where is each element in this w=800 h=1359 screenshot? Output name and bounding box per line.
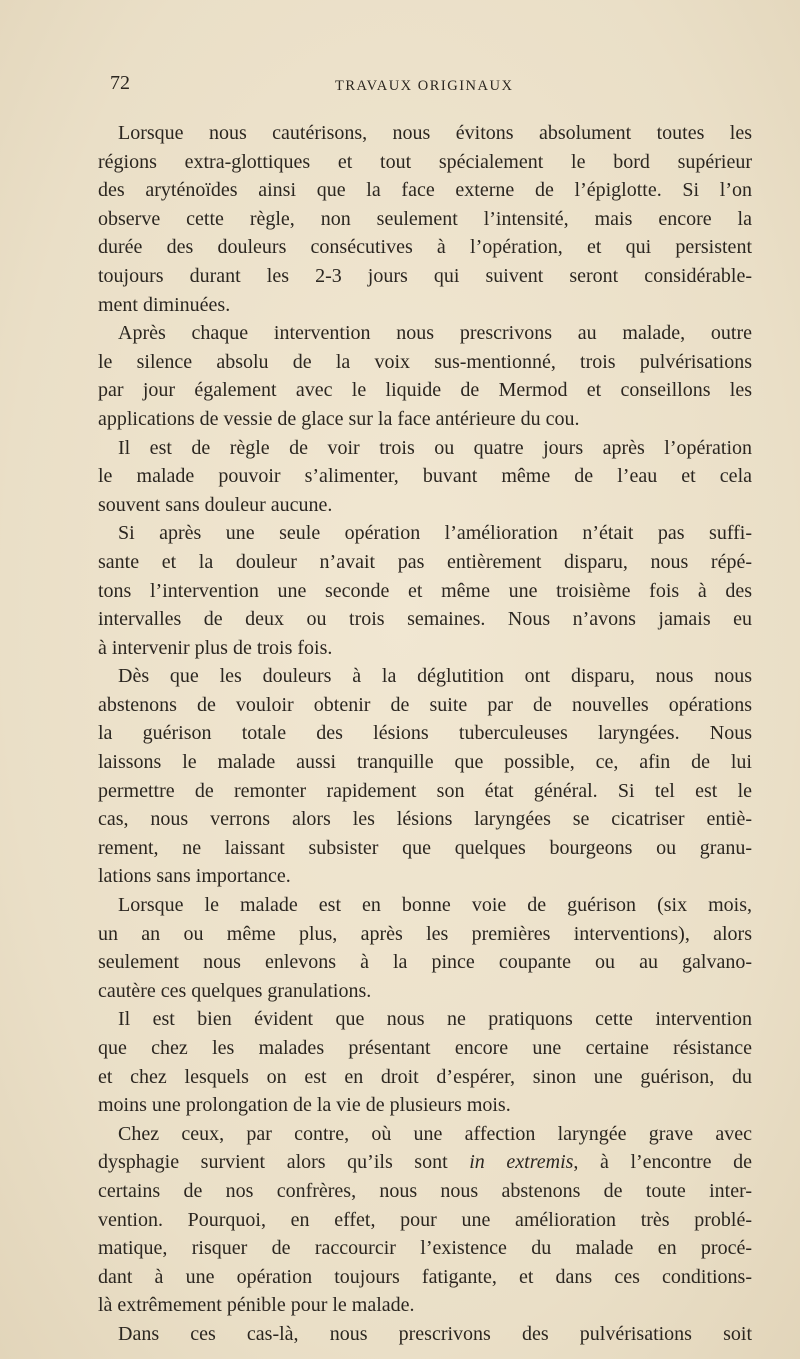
- text-line: applications de vessie de glace sur la face antérieure du cou.: [98, 407, 580, 430]
- text-line: seulement nous enlevons à la pince coupante ou au galvano-: [98, 951, 752, 974]
- text-line: cautère ces quelques granulations.: [98, 979, 372, 1002]
- text-line: rement, ne laissant subsister que quelques bourgeons ou granu-: [98, 836, 752, 859]
- text-line: laissons le malade aussi tranquille que possible, ce, afin de lui: [98, 751, 752, 774]
- text-segment: , à l’encontre de: [573, 1151, 752, 1174]
- body-text: [98, 119, 752, 1349]
- text-line: Dans ces cas-là, nous prescrivons des pulvérisations soit: [118, 1322, 752, 1345]
- text-line: dant à une opération toujours fatigante, et dans ces conditions-: [98, 1265, 752, 1288]
- italic-phrase: in extremis: [469, 1151, 574, 1174]
- text-line: sante et la douleur n’avait pas entièrement disparu, nous répé-: [98, 550, 752, 573]
- text-line: cas, nous verrons alors les lésions laryngées se cicatriser entiè-: [98, 808, 752, 831]
- text-line: Si après une seule opération l’amélioration n’était pas suffi-: [118, 522, 752, 545]
- text-line: lations sans importance.: [98, 865, 291, 888]
- text-line: que chez les malades présentant encore une certaine résistance: [98, 1037, 752, 1059]
- text-line: Il est bien évident que nous ne pratiquons cette intervention: [118, 1008, 752, 1031]
- text-line: observe cette règle, non seulement l’intensité, mais encore la: [98, 207, 752, 230]
- text-line: moins une prolongation de la vie de plusieurs mois.: [98, 1094, 511, 1117]
- text-line: à intervenir plus de trois fois.: [98, 636, 333, 659]
- text-line: régions extra-glottiques et tout spécialement le bord supérieur: [98, 150, 752, 173]
- text-line: par jour également avec le liquide de Mermod et conseillons les: [98, 379, 752, 402]
- text-line: un an ou même plus, après les premières interventions), alors: [98, 922, 752, 945]
- text-line: le silence absolu de la voix sus-mentionné, trois pulvérisations: [98, 350, 752, 373]
- text-line: ment diminuées.: [98, 293, 231, 316]
- page-header: [110, 72, 750, 102]
- text-line: et chez lesquels on est en droit d’espérer, sinon une guérison, du: [98, 1065, 752, 1088]
- text-line: permettre de remonter rapidement son état général. Si tel est le: [98, 779, 752, 802]
- text-line: toujours durant les 2-3 jours qui suivent seront considérable-: [98, 264, 752, 287]
- text-line: Dès que les douleurs à la déglutition ont disparu, nous nous: [118, 665, 752, 688]
- text-line: durée des douleurs consécutives à l’opération, et qui persistent: [98, 236, 752, 259]
- text-line: la guérison totale des lésions tuberculeuses laryngées. Nous: [98, 722, 752, 745]
- text-line: Lorsque le malade est en bonne voie de guérison (six mois,: [118, 894, 752, 917]
- text-line: Chez ceux, par contre, où une affection laryngée grave avec: [118, 1122, 752, 1145]
- text-line: matique, risquer de raccourcir l’existence du malade en procé-: [98, 1237, 752, 1260]
- text-line: tons l’intervention une seconde et même une troisième fois à des: [98, 579, 752, 602]
- text-line: abstenons de vouloir obtenir de suite par de nouvelles opérations: [98, 693, 752, 716]
- text-line: souvent sans douleur aucune.: [98, 493, 333, 516]
- running-head: TRAVAUX ORIGINAUX: [335, 78, 514, 94]
- text-line: Lorsque nous cautérisons, nous évitons absolument toutes les: [118, 122, 752, 144]
- text-line: des aryténoïdes ainsi que la face externe de l’épiglotte. Si l’on: [98, 179, 752, 202]
- text-line: certains de nos confrères, nous nous abstenons de toute inter-: [98, 1179, 752, 1202]
- text-segment: dysphagie survient alors qu’ils sont: [98, 1151, 470, 1174]
- page-number: 72: [110, 72, 130, 94]
- text-line: vention. Pourquoi, en effet, pour une amélioration très problé-: [98, 1208, 752, 1231]
- text-line: intervalles de deux ou trois semaines. Nous n’avons jamais eu: [98, 608, 752, 631]
- text-line: Il est de règle de voir trois ou quatre jours après l’opération: [118, 436, 752, 459]
- text-line: Après chaque intervention nous prescrivons au malade, outre: [118, 322, 752, 345]
- text-line-with-italic: [98, 1148, 752, 1177]
- text-line: le malade pouvoir s’alimenter, buvant même de l’eau et cela: [98, 465, 752, 488]
- text-line: là extrêmement pénible pour le malade.: [98, 1294, 415, 1317]
